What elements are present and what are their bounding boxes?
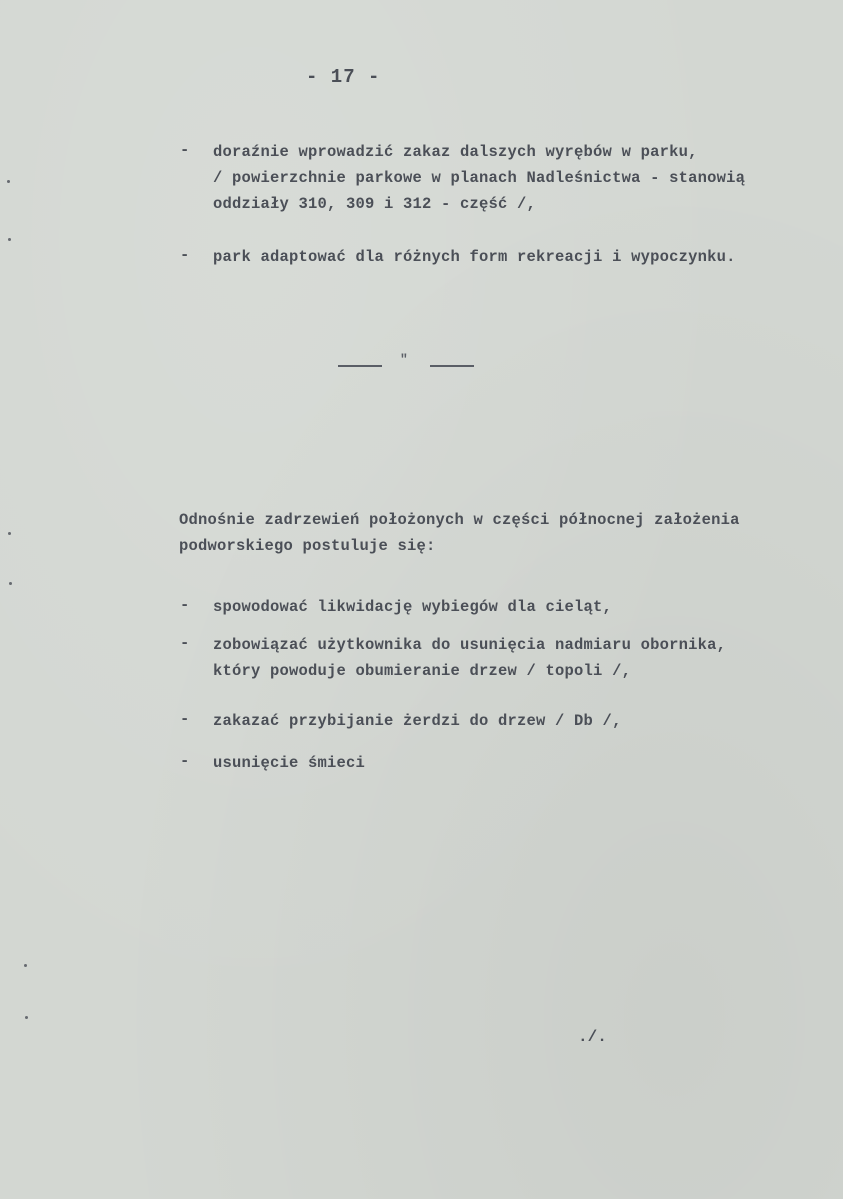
continuation-mark: ./. bbox=[578, 1028, 607, 1046]
divider-mark: " bbox=[400, 352, 408, 367]
list-bullet: - bbox=[180, 596, 190, 614]
scan-speck bbox=[9, 582, 12, 585]
intro-line: podworskiego postuluje się: bbox=[179, 537, 436, 555]
divider-line-left bbox=[338, 365, 382, 367]
list-bullet: - bbox=[180, 141, 190, 159]
page-number: - 17 - bbox=[306, 66, 381, 88]
scan-speck bbox=[7, 180, 10, 183]
scan-speck bbox=[25, 1016, 28, 1019]
list-item-line: oddziały 310, 309 i 312 - część /, bbox=[213, 195, 537, 213]
scan-speck bbox=[8, 532, 11, 535]
list-item-line: usunięcie śmieci bbox=[213, 754, 366, 772]
list-item-line: park adaptować dla różnych form rekreacji i wypoczynku. bbox=[213, 248, 736, 266]
list-bullet: - bbox=[180, 710, 190, 728]
list-bullet: - bbox=[180, 752, 190, 770]
list-bullet: - bbox=[180, 246, 190, 264]
list-item-line: zobowiązać użytkownika do usunięcia nadmiaru obornika, bbox=[213, 636, 727, 654]
scan-speck bbox=[24, 964, 27, 967]
list-item-line: / powierzchnie parkowe w planach Nadleśnictwa - stanowią bbox=[213, 169, 746, 187]
list-item-line: spowodować likwidację wybiegów dla cieląt, bbox=[213, 598, 613, 616]
list-item-line: zakazać przybijanie żerdzi do drzew / Db /, bbox=[213, 712, 622, 730]
divider-line-right bbox=[430, 365, 474, 367]
scan-speck bbox=[8, 238, 11, 241]
list-item-line: który powoduje obumieranie drzew / topoli /, bbox=[213, 662, 632, 680]
list-bullet: - bbox=[180, 634, 190, 652]
section-divider bbox=[338, 352, 478, 372]
intro-line: Odnośnie zadrzewień położonych w części północnej założenia bbox=[179, 511, 740, 529]
list-item-line: doraźnie wprowadzić zakaz dalszych wyrębów w parku, bbox=[213, 143, 698, 161]
